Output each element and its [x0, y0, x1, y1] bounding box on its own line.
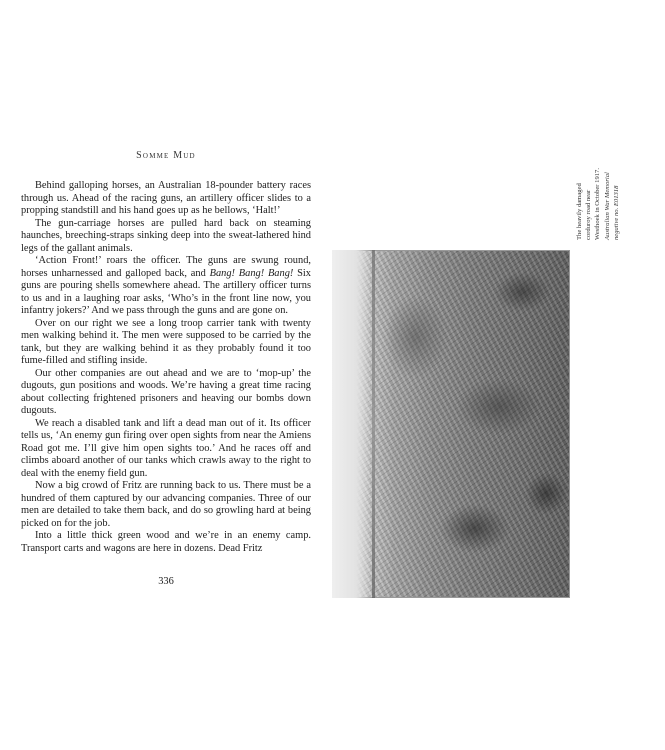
- paragraph: Behind galloping horses, an Australian 18-pounder battery races through us. Ahead of the racing guns, an artillery officer slides to a propping standstill and his hand goes up as he bellows, ‘Halt!’: [21, 180, 311, 216]
- paragraph: Now a big crowd of Fritz are running back to us. There must be a hundred of them captured by our advancing companies. Three of our men are detailed to take them back, and do so growling hard at being picked on for the job.: [21, 480, 311, 529]
- running-head: Somme Mud: [136, 150, 196, 161]
- photo-caption: [575, 76, 665, 240]
- photo-horizon: [372, 250, 375, 598]
- body-text: [21, 180, 311, 555]
- paragraph: Over on our right we see a long troop carrier tank with twenty men walking behind it. The men were supposed to be carried by the tank, but they are walking behind it as they probably found it too fume-filled and stifling inside.: [21, 317, 311, 366]
- caption-line: corduroy road near: [585, 189, 593, 240]
- left-page: [0, 0, 312, 750]
- caption-line: Westhoek in October 1917.: [594, 168, 602, 240]
- war-photograph: [332, 250, 570, 598]
- page-number: 336: [158, 576, 174, 587]
- paragraph: We reach a disabled tank and lift a dead man out of it. Its officer tells us, ‘An enemy gun firing over open sights from near the Amiens Road got me. I’ll give him open sights too.’ And he races off and climbs aboard another of our tanks which crawls away to the right to deal with the enemy field gun.: [21, 417, 311, 479]
- paragraph-text: ‘Action Front!’ roars the officer. The guns are swung round, horses unharnessed and galloped back, and: [21, 255, 311, 279]
- paragraph: Our other companies are out ahead and we are to ‘mop-up’ the dugouts, gun positions and woods. We’re having a great time racing about collecting frightened prisoners and heaving our bombs down dugouts.: [21, 367, 311, 416]
- caption-line: negative no. E01318: [612, 185, 620, 240]
- paragraph-emphasis: Bang! Bang! Bang!: [209, 267, 294, 279]
- paragraph: Into a little thick green wood and we’re in an enemy camp. Transport carts and wagons are here in dozens. Dead Fritz: [21, 530, 311, 554]
- paragraph: [21, 255, 311, 318]
- right-page: [300, 0, 620, 750]
- paragraph: The gun-carriage horses are pulled hard back on steaming haunches, breeching-straps sinking deep into the sweat-lathered hind legs of the gallant animals.: [21, 217, 311, 254]
- caption-line: The heavily damaged: [576, 183, 583, 240]
- paragraph-text: Six guns are pouring shells somewhere ahead. The artillery officer turns to us and in a laughing roar asks, ‘Who’s in the front line now, you infantry jokers?’ And we pass through the guns and are gone on.: [21, 267, 312, 316]
- caption-line: Australian War Memorial: [603, 172, 611, 240]
- photo-caption-text: [575, 158, 621, 240]
- photo-sky: [332, 250, 372, 598]
